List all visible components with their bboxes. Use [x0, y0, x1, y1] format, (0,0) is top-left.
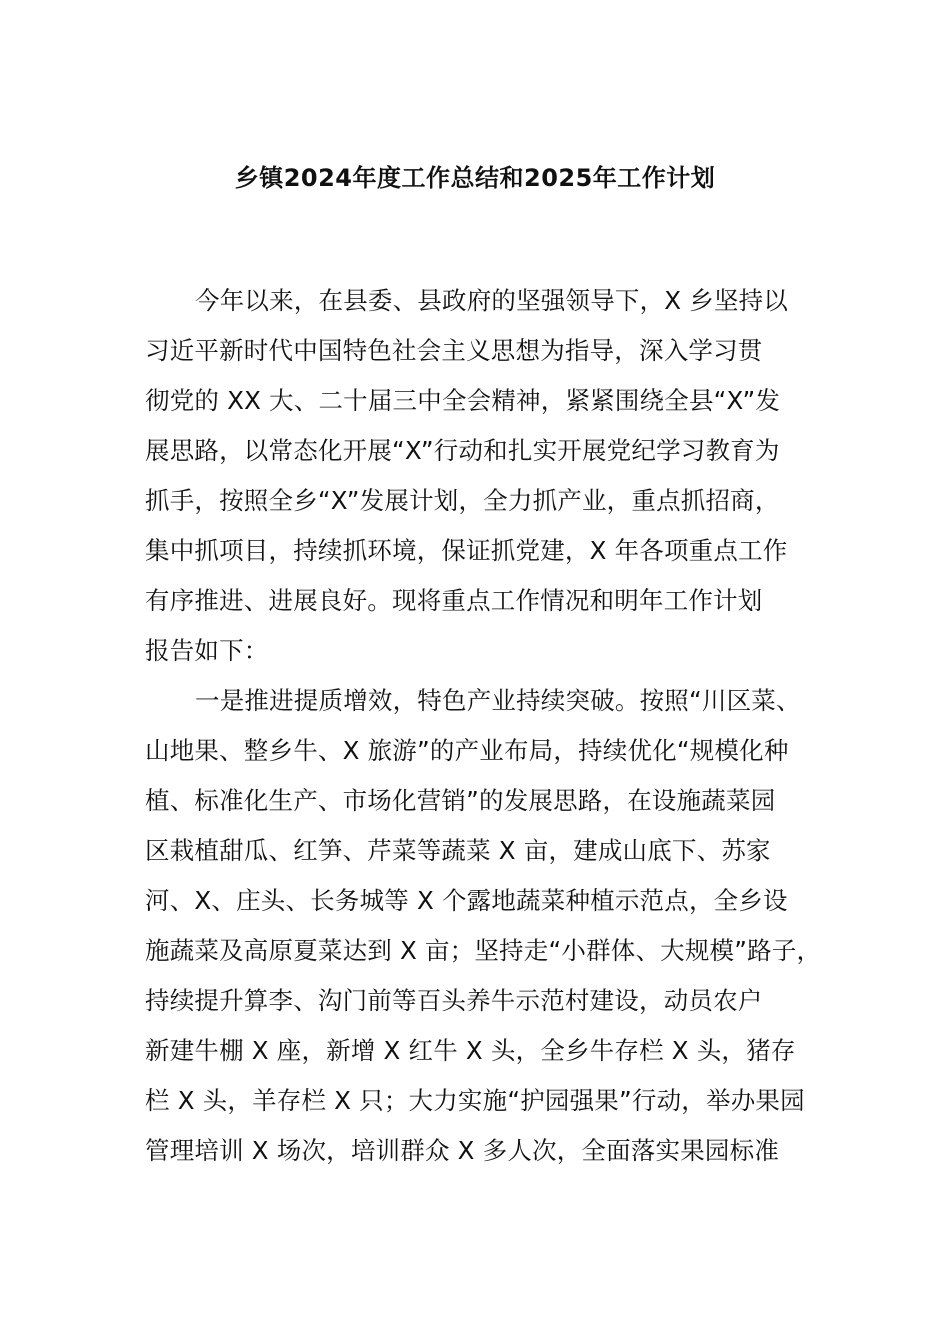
paragraph-1-line-8: 报告如下：: [145, 636, 269, 665]
paragraph-2-line-10: 管理培训 X 场次，培训群众 X 多人次，全面落实果园标准: [145, 1136, 780, 1165]
paragraph-2-line-1: 一是推进提质增效，特色产业持续突破。按照“川区菜、: [195, 686, 801, 715]
paragraph-1-line-2: 习近平新时代中国特色社会主义思想为指导，深入学习贯: [145, 336, 763, 365]
paragraph-2-line-5: 河、X、庄头、长务城等 X 个露地蔬菜种植示范点，全乡设: [145, 886, 788, 915]
document-body: [145, 276, 822, 1176]
paragraph-2-line-4: 区栽植甜瓜、红笋、芹菜等蔬菜 X 亩，建成山底下、苏家: [145, 836, 771, 865]
paragraph-1-line-4: 展思路，以常态化开展“X”行动和扎实开展党纪学习教育为: [145, 436, 780, 465]
paragraph-1-line-1: 今年以来，在县委、县政府的坚强领导下，X 乡坚持以: [195, 286, 789, 315]
paragraph-2-line-3: 植、标准化生产、市场化营销”的发展思路，在设施蔬菜园: [145, 786, 776, 815]
document-title: 乡镇2024年度工作总结和2025年工作计划: [234, 164, 716, 192]
paragraph-2-line-8: 新建牛棚 X 座，新增 X 红牛 X 头，全乡牛存栏 X 头，猪存: [145, 1036, 796, 1065]
paragraph-1-line-7: 有序推进、进展良好。现将重点工作情况和明年工作计划: [145, 586, 763, 615]
paragraph-2-line-2: 山地果、整乡牛、X 旅游”的产业布局，持续优化“规模化种: [145, 736, 789, 765]
paragraph-2-line-9: 栏 X 头，羊存栏 X 只；大力实施“护园强果”行动，举办果园: [145, 1086, 805, 1115]
paragraph-2-line-6: 施蔬菜及高原夏菜达到 X 亩；坚持走“小群体、大规模”路子，: [145, 936, 822, 965]
paragraph-1-line-3: 彻党的 XX 大、二十届三中全会精神，紧紧围绕全县“X”发: [145, 386, 781, 415]
paragraph-2-line-7: 持续提升算李、沟门前等百头养牛示范村建设，动员农户: [145, 986, 763, 1015]
paragraph-1-line-5: 抓手，按照全乡“X”发展计划，全力抓产业，重点抓招商，: [145, 486, 780, 515]
paragraph-1-line-6: 集中抓项目，持续抓环境，保证抓党建，X 年各项重点工作: [145, 536, 788, 565]
